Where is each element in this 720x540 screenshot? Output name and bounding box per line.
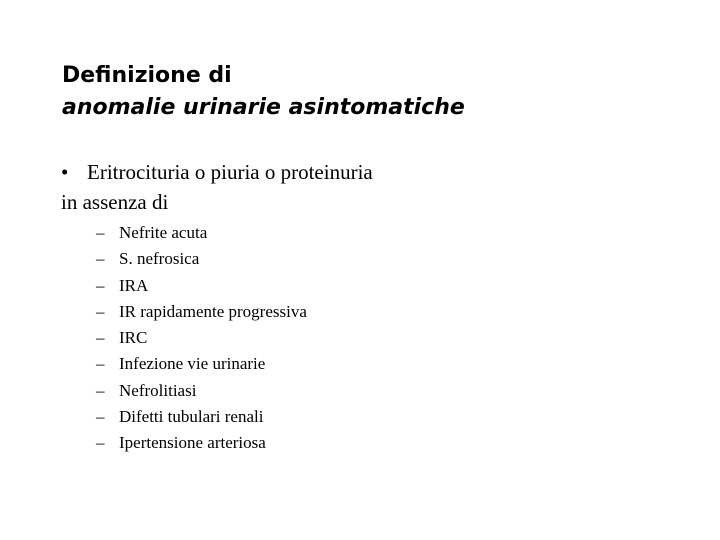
list-item-label: IRA	[119, 275, 149, 295]
main-bullet-point	[61, 157, 661, 217]
list-item	[96, 404, 307, 430]
dash-icon: –	[96, 249, 105, 269]
dash-icon: –	[96, 301, 105, 321]
dash-icon: –	[96, 407, 105, 427]
list-item-label: Nefrite acuta	[119, 223, 208, 242]
list-item	[96, 246, 307, 272]
dash-icon: –	[96, 380, 105, 400]
dash-icon: –	[96, 275, 105, 295]
slide-title	[62, 60, 465, 124]
condition-list	[96, 220, 307, 457]
list-item-label: Difetti tubulari renali	[119, 407, 264, 427]
dash-icon: –	[96, 433, 105, 453]
dash-icon: –	[96, 354, 105, 374]
title-line-1: Definizione di	[62, 63, 232, 88]
list-item-label: Infezione vie urinarie	[119, 354, 266, 374]
list-item-label: IR rapidamente progressiva	[119, 301, 307, 321]
list-item	[96, 378, 307, 404]
list-item-label: IRC	[119, 328, 148, 348]
dash-icon: –	[96, 328, 105, 348]
list-item-label: S. nefrosica	[119, 249, 200, 269]
main-bullet-line-1	[61, 157, 661, 187]
list-item	[96, 273, 307, 299]
title-line-2: anomalie urinarie asintomatiche	[62, 95, 465, 120]
list-item	[96, 430, 307, 456]
bullet-icon: •	[61, 160, 69, 184]
list-item	[96, 325, 307, 351]
main-bullet-text-1: Eritrocituria o piuria o proteinuria	[87, 160, 373, 184]
list-item	[96, 299, 307, 325]
main-bullet-line-2: in assenza di	[61, 190, 169, 214]
list-item-label: Nefrolitiasi	[119, 380, 197, 400]
dash-icon: –	[96, 223, 105, 242]
list-item	[96, 220, 307, 246]
list-item-label: Ipertensione arteriosa	[119, 433, 266, 453]
list-item	[96, 351, 307, 377]
